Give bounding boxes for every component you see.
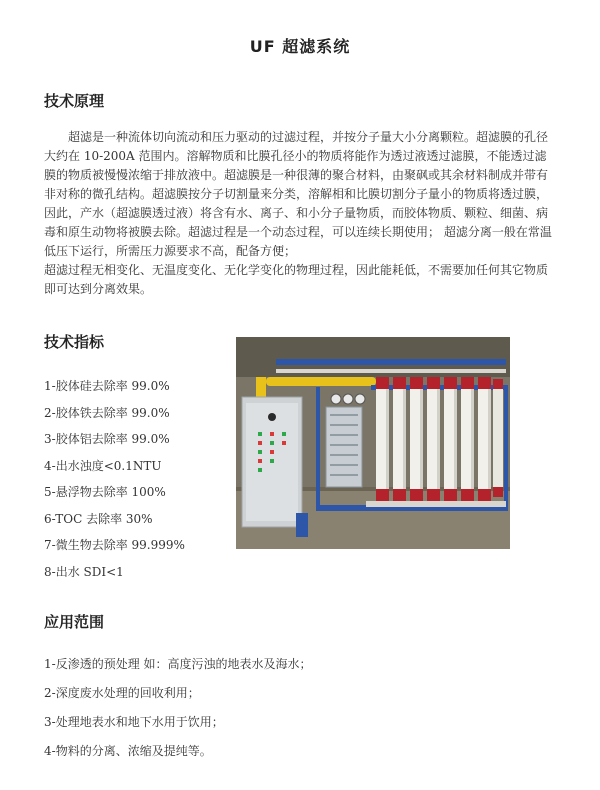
specs-heading: 技术指标 xyxy=(44,333,105,351)
spec-item: 6-TOC 去除率 30% xyxy=(44,511,153,526)
principle-paragraph-1: 超滤是一种流体切向流动和压力驱动的过滤过程，并按分子量大小分离颗粒。超滤膜的孔径大约在 10-200A 范围内。溶解物质和比膜孔径小的物质将能作为透过液透过滤膜，不能透过滤膜的物质被慢慢浓缩于排放液中。超滤膜是一种很薄的聚合材料，由聚砜或其余材料制成并带有非对称的微孔结构。超滤膜按分子切割量来分类，溶解相和比膜切割分子量小的物质将透过膜，因此，产水（超滤膜透过液）将含有水、离子、和小分子量物质，而胶体物质、颗粒、细菌、病毒和原生动物将被膜去除。超滤过程是一个动态过程，可以连续长期使用； 超滤分离一般在常温低压下运行，所需压力源要求不高，配备方便； xyxy=(44,130,552,258)
principle-text xyxy=(44,128,558,299)
application-item: 3-处理地表水和地下水用于饮用； xyxy=(44,715,224,729)
uf-equipment-photo xyxy=(236,337,510,549)
spec-item: 1-胶体硅去除率 99.0% xyxy=(44,379,170,393)
specs-list xyxy=(44,373,185,585)
spec-item: 8-出水 SDI<1 xyxy=(44,564,124,579)
spec-item: 5-悬浮物去除率 100% xyxy=(44,485,166,499)
spec-item: 7-微生物去除率 99.999% xyxy=(44,538,185,552)
application-item: 4-物料的分离、浓缩及提纯等。 xyxy=(44,744,212,758)
applications-heading: 应用范围 xyxy=(44,613,105,631)
principle-paragraph-2: 超滤过程无相变化、无温度变化、无化学变化的物理过程，因此能耗低，不需要加任何其它物质即可达到分离效果。 xyxy=(44,263,549,296)
page-title: UF 超滤系统 xyxy=(249,37,351,56)
spec-item: 3-胶体铝去除率 99.0% xyxy=(44,432,170,446)
spec-item: 2-胶体铁去除率 99.0% xyxy=(44,405,170,420)
application-item: 1-反渗透的预处理 如：高度污浊的地表水及海水； xyxy=(44,657,312,671)
applications-list xyxy=(44,650,312,766)
application-item: 2-深度废水处理的回收利用； xyxy=(44,686,200,700)
spec-item: 4-出水浊度<0.1NTU xyxy=(44,458,162,473)
principle-heading: 技术原理 xyxy=(44,92,105,110)
